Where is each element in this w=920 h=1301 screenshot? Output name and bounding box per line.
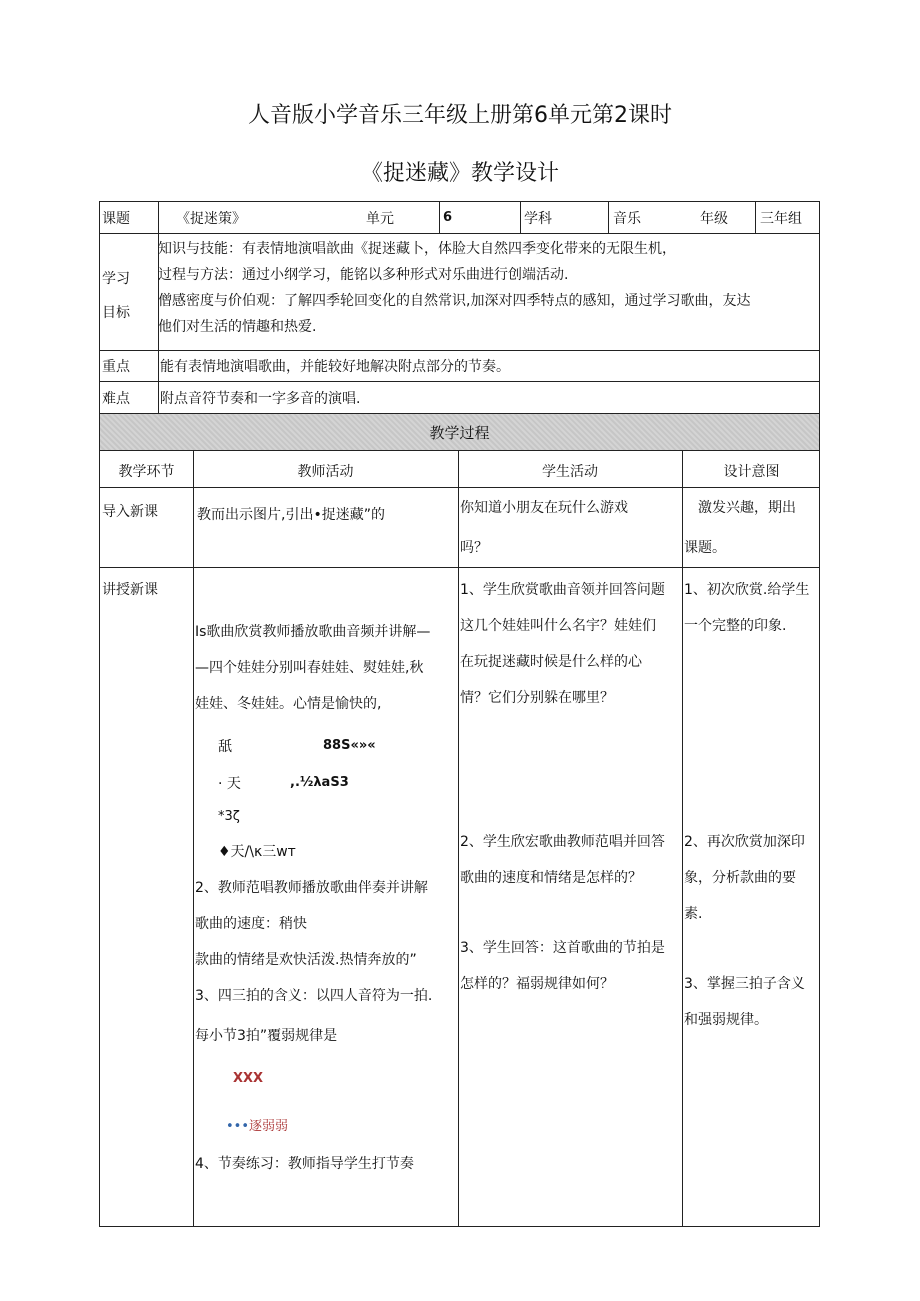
student-line-5: 2、学生欣宏歌曲教师范唱并回答 — [460, 834, 665, 850]
key-point-label: 重点 — [102, 359, 130, 375]
objective-emotion: 僧感密度与价伯观：了解四季轮回变化的自然常识,加深对四季特点的感知，通过学习歌曲，友达 — [158, 293, 751, 309]
lecture-stage: 讲授新课 — [102, 582, 158, 598]
intent-line-2: 一个完整的印象. — [684, 618, 787, 634]
student-line-4: 情？它们分别躲在哪里？ — [460, 690, 614, 706]
student-line-2: 这几个娃娃叫什么名宇？娃娃们 — [460, 618, 656, 634]
objective-knowledge: 知识与技能：有表情地演唱歆曲《捉迷藏卜，体脸大自然四季变化带来的无限生机， — [158, 241, 676, 257]
objectives-label-1: 学习 — [102, 271, 130, 287]
score-fragment-3: · 天 — [218, 776, 241, 792]
objectives-label-2: 目标 — [102, 305, 130, 321]
grade-label: 年级 — [700, 210, 728, 227]
student-line-6: 歌曲的速度和情绪是怎样的？ — [460, 870, 642, 886]
teacher-line-3: 娃娃、冬娃娃。心情是愉快的, — [195, 696, 382, 712]
key-point-text: 能有表情地演唱歌曲，并能较好地解决附点部分的节奏。 — [160, 359, 510, 375]
intro-student-2: 吗？ — [460, 540, 488, 556]
teacher-line-2: —四个娃娃分别叫春娃娃、熨娃娃,秋 — [195, 660, 424, 676]
intent-line-3: 2、再次欣赏加深印 — [684, 834, 805, 850]
difficulty-row — [99, 382, 820, 414]
student-line-7: 3、学生回答：这首歌曲的节拍是 — [460, 940, 665, 956]
teacher-line-9: 4、节奏练习：教师指导学生打节奏 — [195, 1156, 414, 1172]
student-line-1: 1、学生欣赏歌曲音领并回答问题 — [460, 582, 665, 598]
intent-line-6: 3、掌握三拍子含义 — [684, 976, 805, 992]
course-label: 课题 — [102, 210, 130, 227]
process-table — [99, 451, 820, 1227]
header-stage: 教学环节 — [118, 464, 175, 480]
rhythm-xxx: XXX — [233, 1071, 264, 1086]
course-value: 《捉迷策》 — [176, 210, 246, 227]
score-fragment-6: ♦天/\κ三wт — [218, 844, 296, 860]
intent-line-1: 1、初次欣赏.给学生 — [684, 582, 810, 598]
teaching-process-band: 教学过程 — [99, 414, 820, 451]
header-intent: 设计意图 — [723, 464, 780, 480]
score-fragment-4: ,.½λaS3 — [290, 775, 349, 790]
student-line-8: 怎样的？福弱规律如何？ — [460, 976, 614, 992]
unit-value: 6 — [443, 210, 453, 225]
intro-stage: 导入新课 — [102, 504, 158, 520]
subject-value: 音乐 — [613, 210, 641, 227]
rhythm-dots: •••逐弱弱 — [226, 1119, 289, 1134]
teacher-line-4: 2、教师范唱教师播放歌曲伴奏并讲解 — [195, 880, 428, 896]
difficulty-label: 难点 — [102, 390, 130, 407]
score-fragment-5: *3ζ — [218, 809, 240, 824]
intent-line-7: 和强弱规律。 — [684, 1012, 768, 1028]
teacher-line-7: 3、四三拍的含义：以四人音符为一拍. — [195, 988, 433, 1004]
unit-label: 单元 — [366, 210, 394, 227]
info-table — [99, 201, 820, 414]
objective-emotion-cont: 他们对生活的情趣和热爱. — [158, 319, 317, 335]
grade-value: 三年组 — [760, 210, 802, 227]
objectives-row — [99, 234, 820, 351]
intro-intent-1: 激发兴趣，期出 — [698, 500, 796, 516]
intro-student-1: 你知道小朋友在玩什么游戏 — [460, 500, 628, 516]
intro-teacher: 教而出示图片,引出•捉迷藏”的 — [197, 507, 385, 523]
course-info-row — [99, 201, 820, 234]
header-student: 学生活动 — [542, 464, 598, 480]
teacher-line-1: Is歌曲欣赏教师播放歌曲音频并讲解— — [195, 624, 431, 640]
header-teacher: 教师活动 — [297, 464, 354, 480]
objective-process: 过程与方法：通过小纲学习，能铭以多种形式对乐曲进行创端活动. — [158, 267, 569, 283]
intent-line-4: 象，分析款曲的要 — [684, 870, 796, 886]
intent-line-5: 素. — [684, 906, 703, 922]
teacher-line-8: 每小节3拍”覆弱规律是 — [195, 1028, 338, 1044]
document-subtitle: 《捉迷藏》教学设计 — [360, 161, 559, 186]
score-fragment-2: 88S«»« — [323, 738, 376, 753]
document-title: 人音版小学音乐三年级上册第6单元第2课时 — [248, 103, 672, 128]
key-point-row — [99, 351, 820, 382]
teacher-line-6: 款曲的情绪是欢快活泼.热情奔放的” — [195, 952, 417, 968]
score-fragment-1: 舐 — [218, 739, 232, 755]
subject-label: 学科 — [524, 210, 552, 227]
objectives-text — [158, 236, 750, 340]
intro-intent-2: 课题。 — [684, 540, 726, 556]
student-line-3: 在玩捉迷藏时候是什么样的心 — [460, 654, 642, 670]
teacher-line-5: 歌曲的速度：稍快 — [195, 916, 307, 932]
difficulty-text: 附点音符节奏和一字多音的演唱. — [160, 390, 361, 407]
